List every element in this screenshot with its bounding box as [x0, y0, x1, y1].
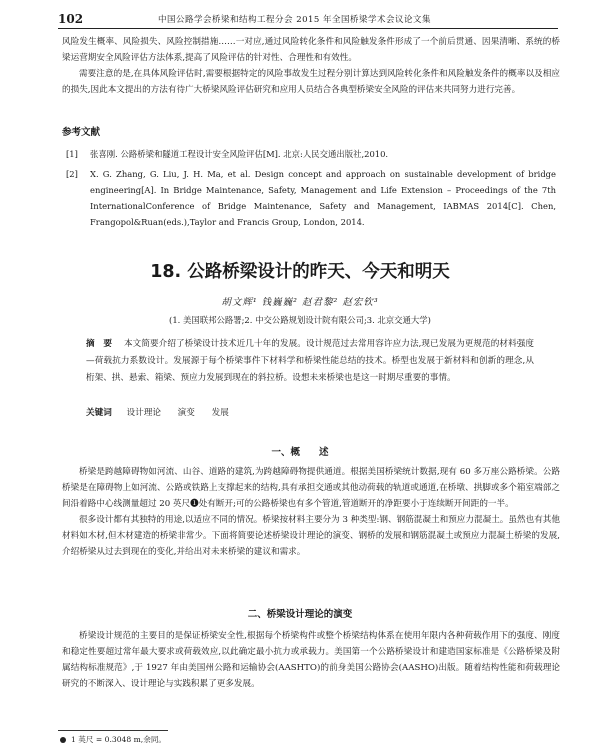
- section-heading-2: 二、桥梁设计理论的演变: [247, 609, 353, 620]
- keywords-label: 关键词: [86, 408, 112, 418]
- article-title: 18. 公路桥梁设计的昨天、今天和明天: [150, 262, 450, 282]
- footnote: [60, 734, 166, 745]
- intro-paragraph-2: 需要注意的是,在具体风险评估时,需要根据特定的风险事故发生过程分别计算达到风险转化条件和风险触发条件的概率以及相应的损失,因此本文提出的方法有待广大桥梁风险评估研究和应用人员结合各典型桥梁安全风险的评估来共同努力进行完善。: [62, 69, 560, 95]
- keywords: [86, 406, 243, 418]
- reference-number: [2]: [66, 169, 78, 179]
- section-2-paragraph-1: 桥梁设计规范的主要目的是保证桥梁安全性,根据每个桥梁构件或整个桥梁结构体系在使用年限内各种荷载作用下的强度、刚度和稳定性要超过常年最大要求或荷载效应,以此确定最小抗力或承载力。美国第一个公路桥梁设计和建造国家标准是《公路桥梁及附属结构标准规范》,于 1927 年由美国州公路和运输协会(AASHTO)的前身美国公路协会(AASHO)出版。随着结构性能和荷载理论研究的不断深入、设计理论与实践积累了更多发展。: [62, 631, 560, 689]
- section-1-paragraph-1: 桥梁是跨越障碍物如河流、山谷、道路的建筑,为跨越障碍物提供通道。根据美国桥梁统计数据,现有 60 多万座公路桥梁。公路桥梁是在障碍物上如河流、公路或铁路上支撑起来的结构,具有承担交通或其他动荷载的轨道或通道,在桥墩、拱脚或多个箱室端部之间沿着路中心线测量超过 20 英尺❶处有断开;可的公路桥梁也有多个管道,管道断开的净距要小于连续断开间距的一半。: [62, 467, 560, 509]
- footnote-rule: [58, 730, 168, 731]
- footnote-text: 1 英尺 = 0.3048 m,余同。: [71, 735, 167, 744]
- article-authors: 胡文辉¹ 钱巍巍² 赵君黎² 赵宏钦³: [221, 297, 379, 308]
- section-2-body: [62, 628, 560, 692]
- references-heading: 参考文献: [62, 127, 101, 138]
- abstract-text: 本文简要介绍了桥梁设计技术近几十年的发展。设计规范过去常用容许应力法,现已发展为更规范的材料强度—荷载抗力系数设计。发展源于每个桥梁事件下材料学和桥梁性能总结的技术。桥型也发展于新材料和创新的理念,从桁架、拱、悬索、箱梁、预应力发展到现在的斜拉桥。设想未来桥梁也是这一时期尽重要的事情。: [86, 339, 534, 383]
- abstract: [86, 336, 534, 387]
- page-number: 102: [58, 12, 84, 26]
- keyword: 设计理论: [126, 408, 161, 418]
- section-heading-1: 一、概 述: [271, 447, 329, 458]
- intro-text: [62, 34, 560, 98]
- intro-paragraph-1: 风险发生概率、风险损失、风险控制措施……一对应,通过风险转化条件和风险触发条件形成了一个前后贯通、因果清晰、系统的桥梁运营期安全风险评估方法体系,提高了风险评估的针对性、合理性和有效性。: [62, 37, 560, 63]
- section-1-paragraph-2: 很多设计都有其独特的用途,以适应不同的情况。桥梁按材料主要分为 3 种类型:钢、钢筋混凝土和预应力混凝土。虽然也有其他材料如木材,但木材建造的桥梁非常少。下面将简要论述桥梁设计理论的演变、钢桥的发展和钢筋混凝土或预应力混凝土桥梁的发展,介绍桥梁从过去到现在的变化,并给出对未来桥梁的建议和需求。: [62, 515, 560, 557]
- footnote-bullet-icon: [60, 737, 66, 743]
- reference-text: 张喜刚. 公路桥梁和隧道工程设计安全风险评估[M]. 北京:人民交通出版社,2010.: [90, 149, 389, 159]
- keyword: 发展: [211, 408, 229, 418]
- article-affiliations: (1. 美国联邦公路署;2. 中交公路规划设计院有限公司;3. 北京交通大学): [169, 315, 431, 325]
- section-1-body: [62, 464, 560, 560]
- abstract-label: 摘 要: [86, 339, 112, 349]
- reference-text: X. G. Zhang, G. Liu, J. H. Ma, et al. Design concept and approach on sustainable development of bridge engineering[A]. In Bridge Maintenance, Safety, Management and Life Extension – Proceedings of the 7th InternationalConference of Bridge Maintenance, Safety and Management, IABMAS 2014[C]. Chen, Frangopol&Ruan(eds.),Taylor and Francis Group, London, 2014.: [90, 169, 556, 227]
- keyword: 演变: [177, 408, 195, 418]
- running-header: [58, 12, 558, 29]
- reference-item: [62, 146, 556, 162]
- journal-title: 中国公路学会桥梁和结构工程分会 2015 年全国桥梁学术会议论文集: [158, 15, 432, 25]
- reference-number: [1]: [66, 149, 78, 159]
- reference-item: [62, 166, 556, 230]
